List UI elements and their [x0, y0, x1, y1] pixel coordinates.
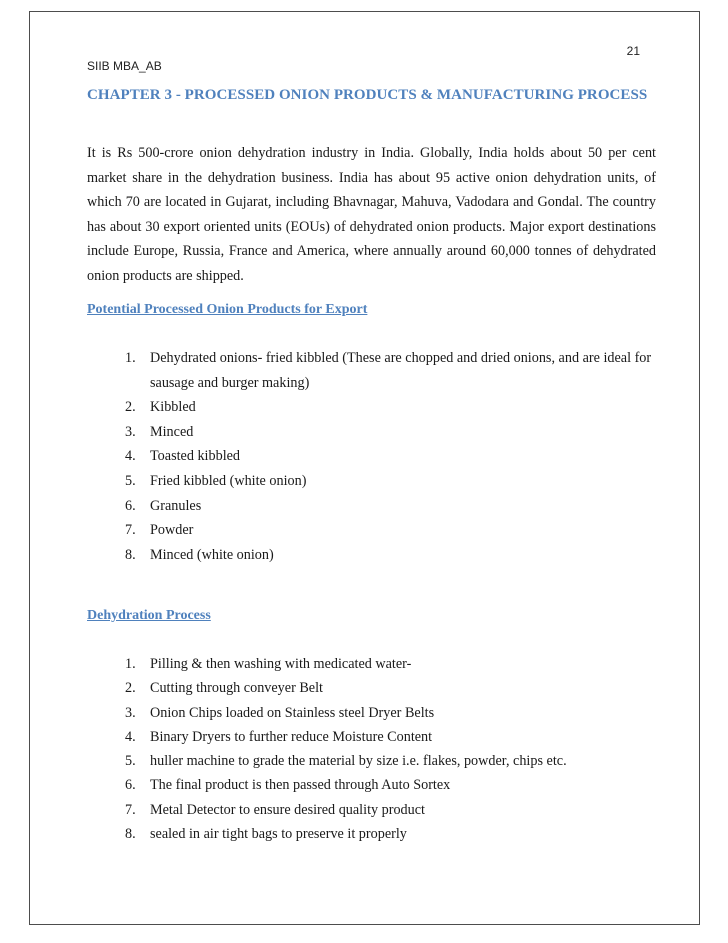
- process-section-heading: Dehydration Process: [87, 608, 211, 623]
- intro-paragraph: It is Rs 500-crore onion dehydration industry in India. Globally, India holds about 50 per cent market share in the dehydration business. India has about 95 active onion dehydration units, of which 70 are located in Gujarat, including Bhavnagar, Mahuva, Vadodara and Gondal. The country has about 30 export oriented units (EOUs) of dehydrated onion products. Major export destinations include Europe, Russia, France and America, where annually around 60,000 tonnes of dehydrated onion products are shipped.: [87, 145, 656, 284]
- list-item-number: 5.: [125, 753, 136, 770]
- list-item-text: Powder: [150, 522, 194, 539]
- list-item-text: Granules: [150, 497, 202, 514]
- list-item: [125, 543, 657, 568]
- list-item-number: 1.: [125, 656, 136, 672]
- list-item: [125, 773, 657, 797]
- list-item-number: 2.: [125, 680, 136, 697]
- list-item: [125, 395, 657, 420]
- list-item-number: 8.: [125, 826, 136, 843]
- running-header: SIIB MBA_AB: [87, 59, 162, 73]
- list-item: [125, 494, 657, 519]
- list-item-number: 6.: [125, 497, 136, 514]
- list-item: [125, 469, 657, 494]
- products-section-heading: Potential Processed Onion Products for Export: [87, 302, 368, 317]
- list-item-text: huller machine to grade the material by size i.e. flakes, powder, chips etc.: [150, 753, 567, 770]
- list-item-number: 8.: [125, 546, 136, 563]
- list-item-text: Onion Chips loaded on Stainless steel Dryer Belts: [150, 704, 435, 721]
- list-item-number: 3.: [125, 423, 136, 440]
- chapter-title: CHAPTER 3 - PROCESSED ONION PRODUCTS & MANUFACTURING PROCESS: [87, 87, 648, 103]
- list-item-number: 1.: [125, 350, 136, 366]
- list-item-text: sealed in air tight bags to preserve it properly: [150, 826, 407, 843]
- list-item-number: 7.: [125, 522, 136, 539]
- list-item-text: Minced: [150, 423, 194, 440]
- list-item-number: 5.: [125, 472, 136, 489]
- list-item: [125, 652, 657, 676]
- list-item-number: 2.: [125, 399, 136, 416]
- list-item-text: Cutting through conveyer Belt: [150, 680, 323, 697]
- list-item-number: 7.: [125, 801, 136, 818]
- list-item: [125, 518, 657, 543]
- list-item-number: 4.: [125, 448, 136, 465]
- list-item: [125, 749, 657, 773]
- list-item-number: 4.: [125, 728, 136, 745]
- list-item: [125, 676, 657, 700]
- list-item-text: Toasted kibbled: [150, 448, 241, 465]
- process-list: [125, 652, 657, 846]
- list-item: [125, 701, 657, 725]
- list-item: [125, 420, 657, 445]
- list-item-number: 6.: [125, 777, 136, 794]
- list-item-number: 3.: [125, 704, 136, 721]
- list-item: [125, 822, 657, 846]
- list-item-text: Dehydrated onions- fried kibbled (These are chopped and dried onions, and are ideal for sausage and burger making): [150, 350, 652, 391]
- list-item-text: Fried kibbled (white onion): [150, 472, 307, 489]
- page-number: 21: [626, 44, 640, 58]
- list-item: [125, 444, 657, 469]
- list-item: [125, 798, 657, 822]
- list-item-text: The final product is then passed through Auto Sortex: [150, 777, 451, 794]
- list-item-text: Binary Dryers to further reduce Moisture Content: [150, 728, 433, 745]
- list-item: [125, 346, 657, 395]
- list-item: [125, 725, 657, 749]
- list-item-text: Minced (white onion): [150, 546, 274, 563]
- products-list: [125, 346, 657, 567]
- list-item-text: Pilling & then washing with medicated water-: [150, 656, 412, 672]
- list-item-text: Kibbled: [150, 399, 196, 416]
- list-item-text: Metal Detector to ensure desired quality product: [150, 801, 425, 818]
